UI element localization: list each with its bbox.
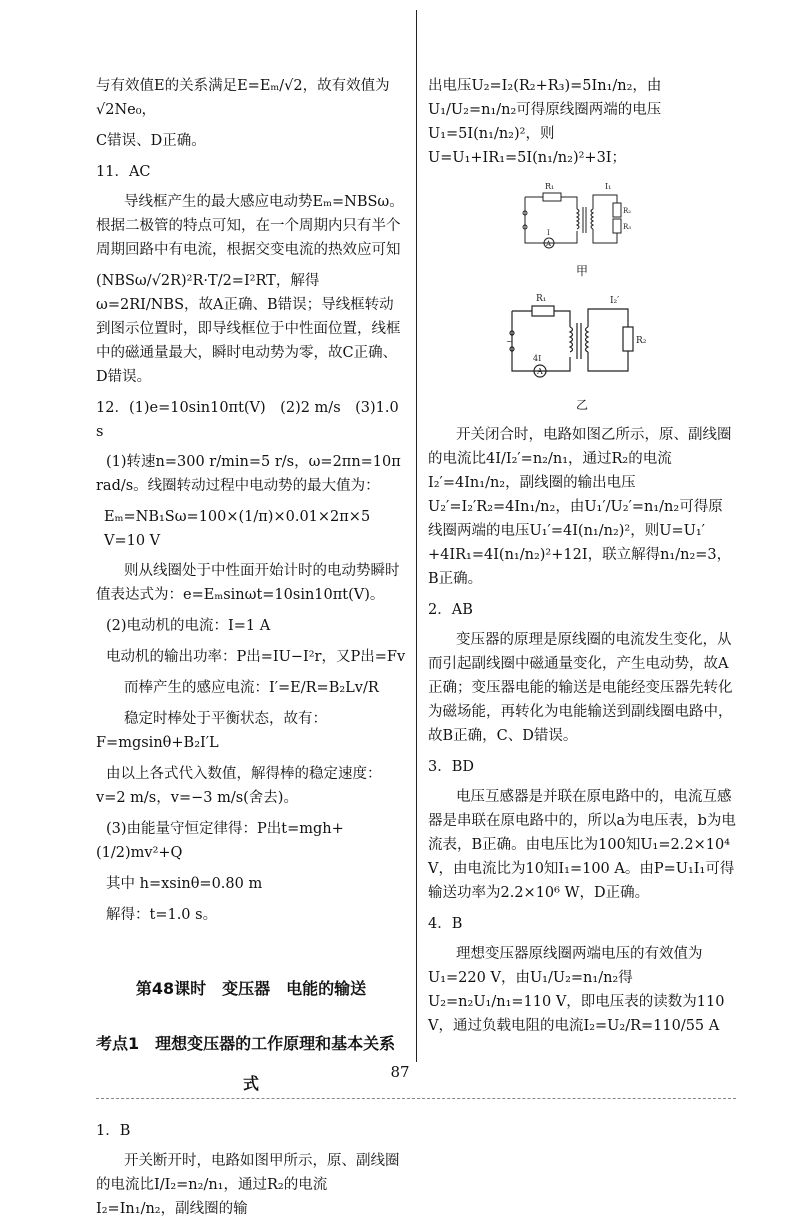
answer-number: 2．AB bbox=[428, 602, 473, 618]
answer-number: 3．BD bbox=[428, 759, 475, 775]
paragraph: 稳定时棒处于平衡状态，故有：F=mgsinθ+B₂I′L bbox=[96, 711, 327, 751]
paragraph: 理想变压器原线圈两端电压的有效值为U₁=220 V，由U₁/U₂=n₁/n₂得U₂=n₂U₁/n₁=110 V，即电压表的读数为110 V，通过负载电阻的电流I₂=U₂/R=110/55 A bbox=[428, 946, 725, 1034]
resistor-r1 bbox=[543, 193, 561, 201]
paragraph: 由以上各式代入数值，解得棒的稳定速度：v=2 m/s，v=−3 m/s(舍去)。 bbox=[96, 766, 382, 806]
page-number: 87 bbox=[390, 1063, 410, 1081]
fig1-label-R3: R₃ bbox=[623, 223, 632, 231]
fig1-label-R2: R₂ bbox=[623, 207, 632, 215]
formula-line: Eₘ=NB₁Sω=100×(1/π)×0.01×2π×5 V=10 V bbox=[104, 509, 371, 549]
fig1-label-I1: I₁ bbox=[605, 182, 612, 191]
fig2-label-R2: R₂ bbox=[636, 336, 647, 346]
paragraph: (3)由能量守恒定律得：P出t=mgh+(1/2)mv²+Q bbox=[96, 821, 344, 861]
column-divider bbox=[416, 10, 417, 1062]
paragraph: (2)电动机的电流：I=1 A bbox=[106, 618, 271, 634]
footer-rule bbox=[96, 1098, 736, 1100]
paragraph: 解得：t=1.0 s。 bbox=[106, 907, 218, 923]
paragraph: 而棒产生的感应电流：I′=E/R=B₂Lv/R bbox=[124, 680, 379, 696]
fig1-label-A: A bbox=[546, 240, 552, 248]
paragraph: 开关闭合时，电路如图乙所示，原、副线圈的电流比4I/I₂′=n₂/n₁，通过R₂的电流I₂′=4In₁/n₂，副线圈的输出电压U₂′=I₂′R₂=4In₁/n₂，由U₁′/U₂′=n₁/n₂可得原线圈两端的电压U₁′=4I(n₁/n₂)²，则U=U₁′+4IR₁=4I(n₁/n₂)²+12I，联立解得n₁/n₂=3，B正确。 bbox=[428, 427, 732, 587]
paragraph: 出电压U₂=I₂(R₂+R₃)=5In₁/n₂，由U₁/U₂=n₁/n₂可得原线圈两端的电压U₁=5I(n₁/n₂)²，则U=U₁+IR₁=5I(n₁/n₂)²+3I； bbox=[428, 78, 662, 166]
answer-number: 12．(1)e=10sin10πt(V) (2)2 m/s (3)1.0 s bbox=[96, 400, 399, 440]
circuit-diagram-jia bbox=[517, 177, 647, 255]
fig2-label-I2p: I₂′ bbox=[610, 296, 620, 306]
answer-number: 1．B bbox=[96, 1123, 131, 1139]
lesson-title: 第48课时 变压器 电能的输送 bbox=[135, 979, 367, 998]
resistor-r3 bbox=[613, 219, 621, 233]
fig1-label-R1: R₁ bbox=[545, 182, 555, 191]
paragraph: (NBSω/√2R)²R·T/2=I²RT，解得ω=2RI/NBS，故A正确、B错误；导线框转动到图示位置时，即导线框位于中性面位置，线框中的磁通量最大，瞬时电动势为零，故C正确、D错误。 bbox=[96, 273, 401, 385]
fig1-label-I: I bbox=[547, 229, 550, 237]
right-column bbox=[428, 74, 736, 1045]
paragraph: C错误、D正确。 bbox=[96, 133, 206, 149]
resistor-r2 bbox=[623, 327, 633, 351]
paragraph: 则从线圈处于中性面开始计时的电动势瞬时值表达式为：e=Eₘsinωt=10sin10πt(V)。 bbox=[96, 563, 400, 603]
left-column bbox=[96, 74, 406, 1228]
paragraph: (1)转速n=300 r/min=5 r/s，ω=2πn=10π rad/s。线圈转动过程中电动势的最大值为： bbox=[96, 454, 401, 494]
fig2-label-A: A bbox=[537, 367, 543, 376]
circuit-diagram-yi bbox=[502, 289, 662, 389]
resistor-r2 bbox=[613, 203, 621, 217]
answer-number: 4．B bbox=[428, 916, 463, 932]
resistor-r1 bbox=[532, 306, 554, 316]
section-heading-line1: 考点1 理想变压器的工作原理和基本关系 bbox=[96, 1034, 396, 1053]
paragraph: 与有效值E的关系满足E=Eₘ/√2，故有效值为√2Ne₀， bbox=[96, 78, 390, 118]
paragraph: 电压互感器是并联在原电路中的，电流互感器是串联在原电路中的，所以a为电压表，b为电流表，B正确。由电压比为100知U₁=2.2×10⁴ V，由电流比为10知I₁=100 A。由P=U₁I₁可得输送功率为2.2×10⁶ W，D正确。 bbox=[428, 789, 736, 901]
paragraph: 变压器的原理是原线圈的电流发生变化，从而引起副线圈中磁通量变化，产生电动势，故A正确；变压器电能的输送是电能经变压器先转化为磁场能，再转化为电能输送到副线圈电路中，故B正确，C、D错误。 bbox=[428, 632, 733, 744]
paragraph: 电动机的输出功率：P出=IU−I²r，又P出=Fv bbox=[106, 649, 406, 665]
section-heading-line2: 式 bbox=[242, 1074, 259, 1093]
answer-number: 11．AC bbox=[96, 164, 151, 180]
paragraph: 导线框产生的最大感应电动势Eₘ=NBSω。根据二极管的特点可知，在一个周期内只有半个周期回路中有电流，根据交变电流的热效应可知 bbox=[96, 194, 404, 258]
figure-caption: 乙 bbox=[575, 398, 588, 412]
paragraph: 其中 h=xsinθ=0.80 m bbox=[106, 876, 263, 892]
fig2-label-R1: R₁ bbox=[536, 294, 547, 304]
paragraph: 开关断开时，电路如图甲所示，原、副线圈的电流比I/I₂=n₂/n₁，通过R₂的电流I₂=In₁/n₂，副线圈的输 bbox=[96, 1153, 400, 1217]
figure-caption: 甲 bbox=[575, 264, 588, 278]
fig2-label-4I: 4I bbox=[533, 354, 542, 363]
svg-text:~: ~ bbox=[506, 337, 513, 346]
